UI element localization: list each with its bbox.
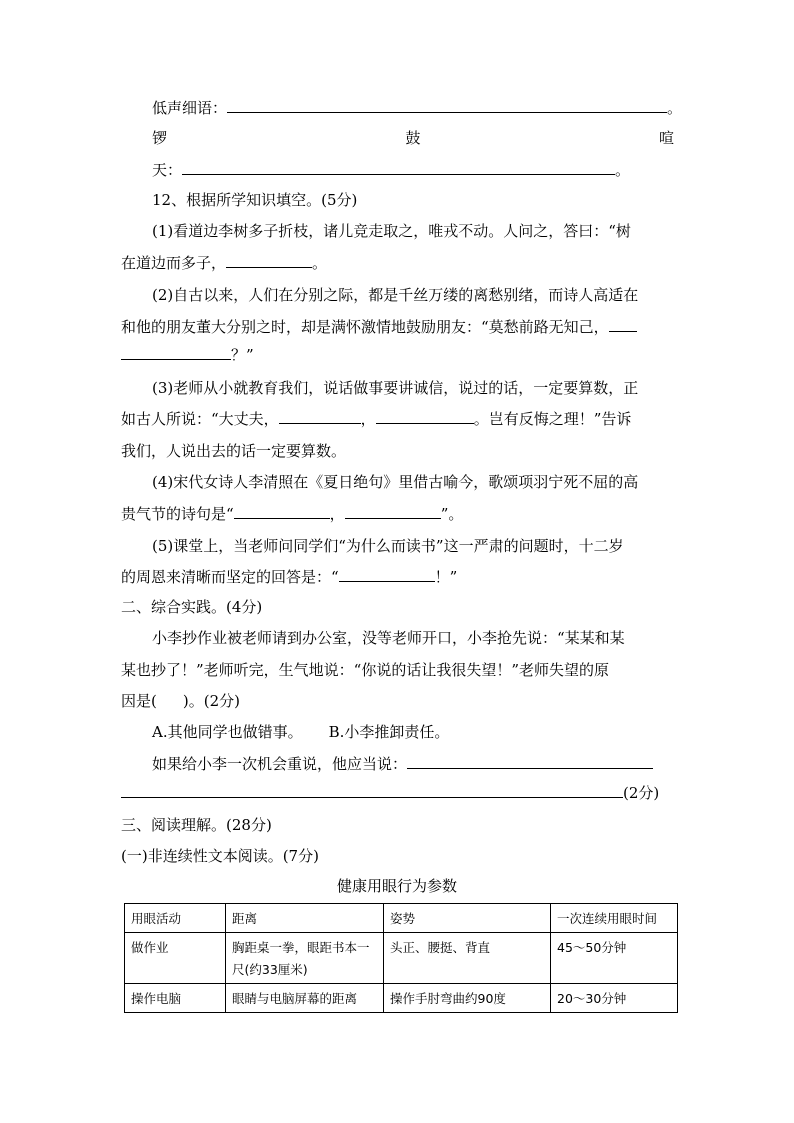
table-header-cell: 姿势 [384,904,551,933]
section2-rewrite-blank-a[interactable] [407,754,653,769]
table-cell: 操作手肘弯曲约90度 [384,984,551,1013]
section2-line6 [121,783,659,803]
q12-p5-text: 的周恩来清晰而坚定的回答是：“ [121,568,339,586]
table-cell: 20～30分钟 [551,984,678,1013]
q12-p2-end: ？” [231,346,254,364]
q11-item1 [152,98,682,118]
section3-heading: 三、阅读理解。(28分) [121,816,272,834]
q12-p3-text: 如古人所说：“大丈夫， [121,410,279,428]
q12-p1-line1: (1)看道边李树多子折枝，诸儿竞走取之，唯戎不动。人问之，答曰：“树 [152,222,631,240]
q12-p2-text: 和他的朋友董大分别之时，却是满怀激情地鼓励朋友：“莫愁前路无知己， [121,318,609,336]
option-a[interactable]: A.其他同学也做错事。 [152,723,303,741]
q11-item1-end: 。 [667,99,683,117]
q12-p2-line2 [121,317,637,337]
section2-line3 [121,691,240,711]
section2-rewrite-score: (2分) [623,784,660,802]
q12-p4-comma: ， [329,505,345,523]
q11-item1-label: 低声细语： [152,99,228,117]
q11-item2 [152,160,630,180]
q12-p1-blank[interactable] [226,253,312,268]
q11-item2-blank[interactable] [182,160,615,175]
eye-use-table [124,903,678,1013]
q12-p5-blank[interactable] [339,567,435,582]
table-header-cell: 用眼活动 [125,904,226,933]
q11-item2-char: 鼓 [405,129,421,147]
q12-p3-blank-a[interactable] [279,409,361,424]
q12-p5-line2 [121,567,457,587]
section2-options [152,722,449,742]
q12-p5-line1: (5)课堂上，当老师问同学们“为什么而读书”这一严肃的问题时，十二岁 [152,537,624,555]
q12-p2-blank-a[interactable] [609,317,637,332]
q12-p3-end: 。岂有反悔之理！”告诉 [473,410,632,428]
q11-item2-char: 喧 [658,129,674,147]
table-cell: 做作业 [125,933,226,984]
q12-p3-line1: (3)老师从小就教育我们，说话做事要讲诚信，说过的话，一定要算数，正 [152,379,639,397]
q11-item2-char: 锣 [152,129,168,147]
q12-p3-line3: 我们，人说出去的话一定要算数。 [121,442,347,460]
q11-item2-chars [152,128,674,148]
q12-p2-line3 [121,345,254,365]
q12-p4-line1: (4)宋代女诗人李清照在《夏日绝句》里借古喻今，歌颂项羽宁死不屈的高 [152,473,639,491]
q12-p4-end: ”。 [440,505,464,523]
table-cell: 45～50分钟 [551,933,678,984]
section3-sub1: (一)非连续性文本阅读。(7分) [121,847,319,865]
section2-line2: 某也抄了！”老师听完，生气地说：“你说的话让我很失望！”老师失望的原 [121,661,610,679]
section2-choice-open: 因是( [121,692,157,710]
q12-p4-text: 贵气节的诗句是“ [121,505,234,523]
section2-choice-blank[interactable] [157,692,183,706]
q12-p1-text: 在道边而多子， [121,254,227,272]
section2-choice-score: )。(2分) [182,692,240,710]
q11-item2-label: 天： [152,161,183,179]
option-b[interactable]: B.小李推卸责任。 [328,723,450,741]
q12-p4-line2 [121,504,463,524]
q12-p4-blank-a[interactable] [234,504,330,519]
q11-item1-blank[interactable] [227,98,667,113]
section2-heading: 二、综合实践。(4分) [121,598,263,616]
table-row [125,933,678,984]
table-cell: 操作电脑 [125,984,226,1013]
q12-p3-comma: ， [360,410,376,428]
q11-item2-end: 。 [615,161,631,179]
q12-heading: 12、根据所学知识填空。(5分) [152,191,358,209]
table-header-row [125,904,678,933]
table-cell: 眼睛与电脑屏幕的距离 [226,984,384,1013]
q12-p3-line2 [121,409,631,429]
q12-p1-end: 。 [312,254,328,272]
q12-p2-line1: (2)自古以来，人们在分别之际，都是千丝万缕的离愁别绪，而诗人高适在 [152,286,639,304]
q12-p3-blank-b[interactable] [376,409,474,424]
table-row [125,984,678,1013]
q12-p5-end: ！” [434,568,458,586]
table-header-cell: 距离 [226,904,384,933]
table-cell: 头正、腰挺、背直 [384,933,551,984]
table-title: 健康用眼行为参数 [336,877,457,895]
section2-rewrite-prompt: 如果给小李一次机会重说，他应当说： [152,755,408,773]
section2-rewrite-blank-b[interactable] [121,783,623,798]
q12-p1-line2 [121,253,327,273]
table-header-cell: 一次连续用眼时间 [551,904,678,933]
q12-p4-blank-b[interactable] [345,504,441,519]
q12-p2-blank-b[interactable] [121,345,231,360]
section2-line1: 小李抄作业被老师请到办公室，没等老师开口，小李抢先说：“某某和某 [152,629,625,647]
section2-line5 [152,754,653,774]
table-cell: 胸距桌一拳，眼距书本一尺(约33厘米) [226,933,384,984]
